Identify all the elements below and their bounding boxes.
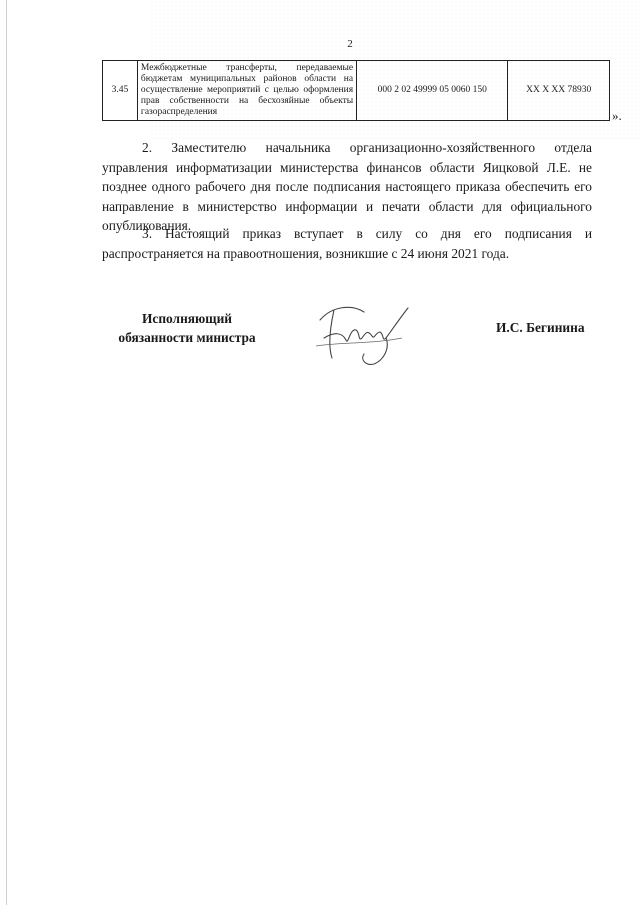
- row-amount-cell: ХХ Х ХХ 78930: [508, 61, 610, 121]
- row-description-cell: Межбюджетные трансферты, передаваемые бюджетам муниципальных районов области на осуществление мероприятий с целью оформления прав собственности на бесхозяйные объекты газораспределения: [137, 61, 356, 121]
- closing-quote: ».: [612, 108, 622, 123]
- row-code-cell: 000 2 02 49999 05 0060 150: [357, 61, 508, 121]
- signatory-title: [102, 309, 272, 347]
- paragraph-2: 2. Заместителю начальника организационно-хозяйственного отдела управления информатизации министерства финансов области Яицковой Л.Е. не позднее одного рабочего дня после подписания настоящего приказа обеспечить его направление в министерство информации и печати области для официального опубликования.: [102, 140, 592, 233]
- signatory-name: И.С. Бегинина: [496, 320, 585, 335]
- handwritten-signature: [312, 298, 422, 368]
- row-number-cell: 3.45: [103, 61, 138, 121]
- signatory-title-line2: обязанности министра: [118, 330, 256, 345]
- page-number: 2: [347, 38, 353, 50]
- paragraph-3: 3. Настоящий приказ вступает в силу со дня его подписания и распространяется на правоотношения, возникшие с 24 июня 2021 года.: [102, 226, 592, 261]
- table-row: [103, 61, 610, 121]
- page-edge: [6, 0, 7, 905]
- budget-table: [102, 60, 610, 121]
- signatory-title-line1: Исполняющий: [141, 311, 233, 326]
